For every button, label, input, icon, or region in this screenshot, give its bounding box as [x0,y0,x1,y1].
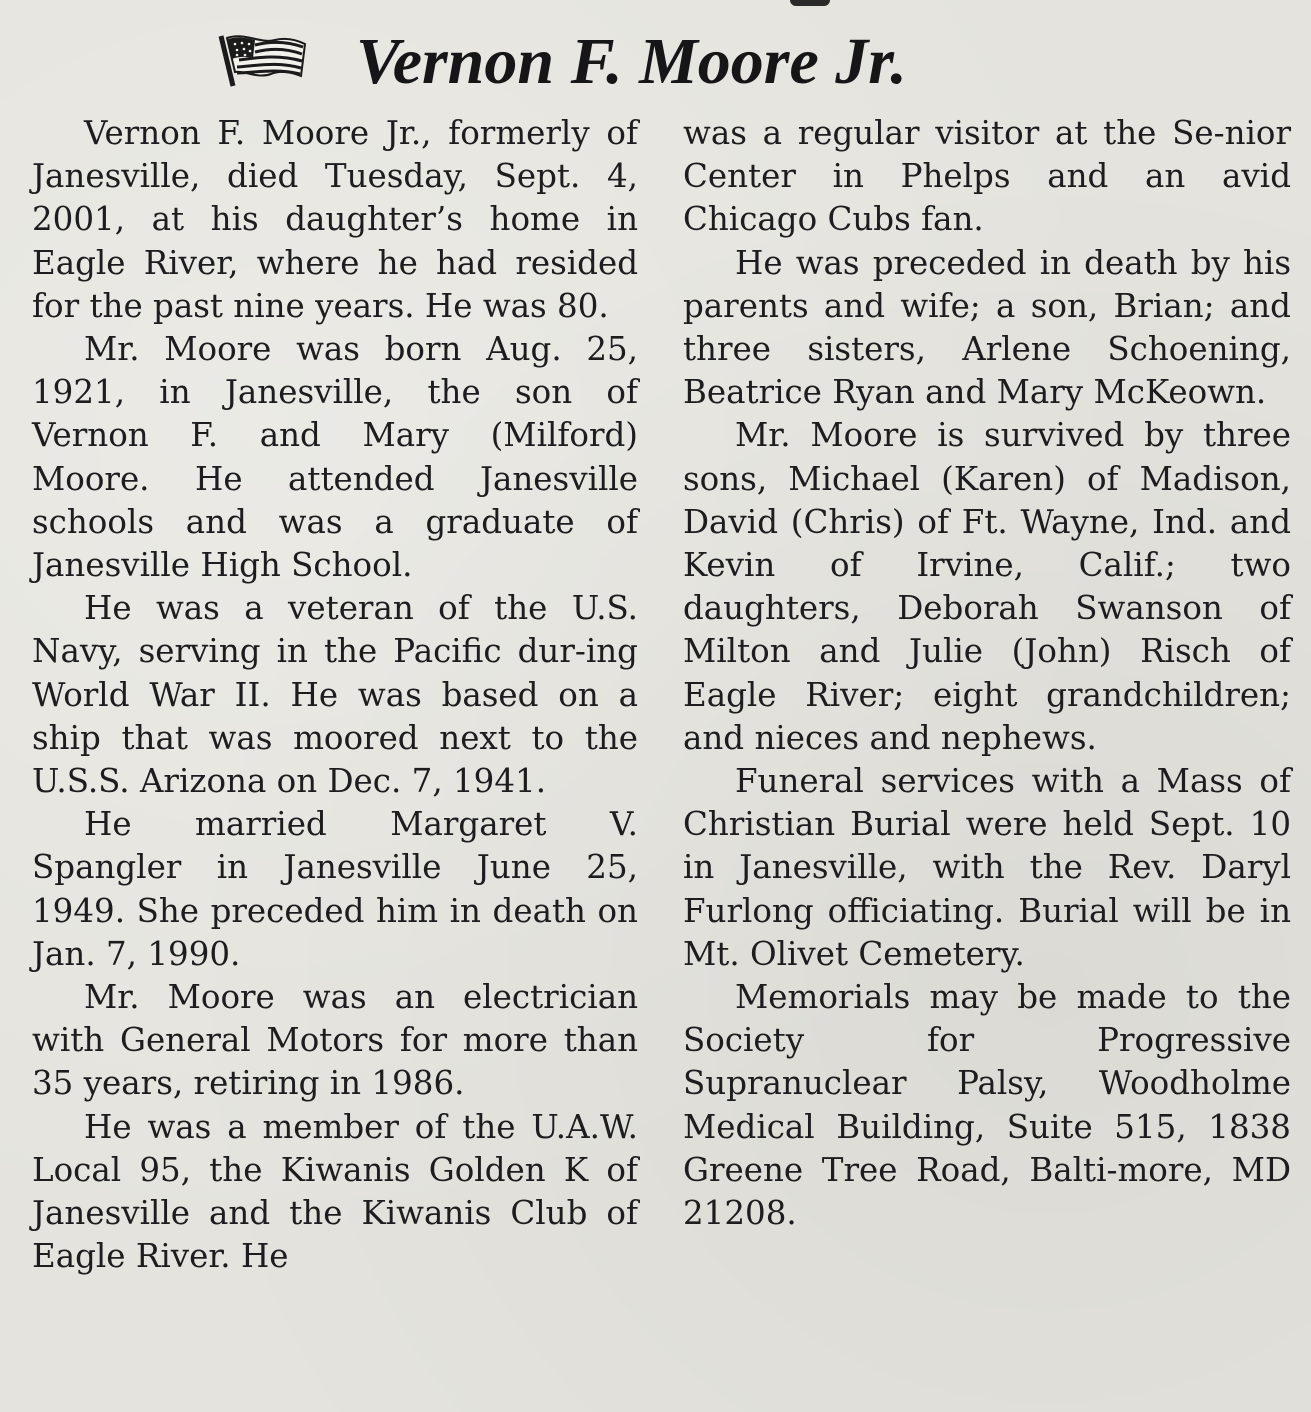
paragraph: Mr. Moore was an electrician with General Motors for more than 35 years, retiring in 1986. [32,978,638,1103]
paragraph: Funeral services with a Mass of Christian Burial were held Sept. 10 in Janesville, with the Rev. Daryl Furlong officiating. Burial will be in Mt. Olivet Cemetery. [683,762,1291,973]
paragraph: He was preceded in death by his parents and wife; a son, Brian; and three sisters, Arlene Schoening, Beatrice Ryan and Mary McKeown. [683,243,1291,412]
paragraph: Mr. Moore is survived by three sons, Michael (Karen) of Madison, David (Chris) of Ft. Wayne, Ind. and Kevin of Irvine, Calif.; two daughters, Deborah Swanson of Milton and Julie (John) Risch of Eagle River; eight grandchildren; and nieces and nephews. [683,416,1291,757]
obituary-header [0,10,1311,110]
paragraph: He was a member of the U.A.W. Local 95, the Kiwanis Golden K of Janesville and the Kiwanis Club of Eagle River. He [32,1107,638,1276]
paragraph: Mr. Moore was born Aug. 25, 1921, in Janesville, the son of Vernon F. and Mary (Milford) Moore. He attended Janesville schools and was a graduate of Janesville High School. [32,330,638,585]
paragraph: He married Margaret V. Spangler in Janesville June 25, 1949. She preceded him in death on Jan. 7, 1990. [32,805,638,973]
obituary-title: Vernon F. Moore Jr. [356,25,907,98]
paragraph: He was a veteran of the U.S. Navy, serving in the Pacific dur-ing World War II. He was based on a ship that was moored next to the U.S.S. Arizona on Dec. 7, 1941. [32,589,638,801]
paragraph: Memorials may be made to the Society for Progressive Supranuclear Palsy, Woodholme Medical Building, Suite 515, 1838 Greene Tree Road, Balti-more, MD 21208. [683,978,1291,1233]
article-column-right [683,112,1291,1235]
article-column-left [32,112,638,1278]
paragraph: Vernon F. Moore Jr., formerly of Janesville, died Tuesday, Sept. 4, 2001, at his daughter’s home in Eagle River, where he had resided for the past nine years. He was 80. [32,114,638,325]
paragraph-continued: was a regular visitor at the Se-nior Center in Phelps and an avid Chicago Cubs fan. [683,114,1291,239]
american-flag-icon [215,30,307,90]
clipping-edge-fragment [790,0,830,6]
